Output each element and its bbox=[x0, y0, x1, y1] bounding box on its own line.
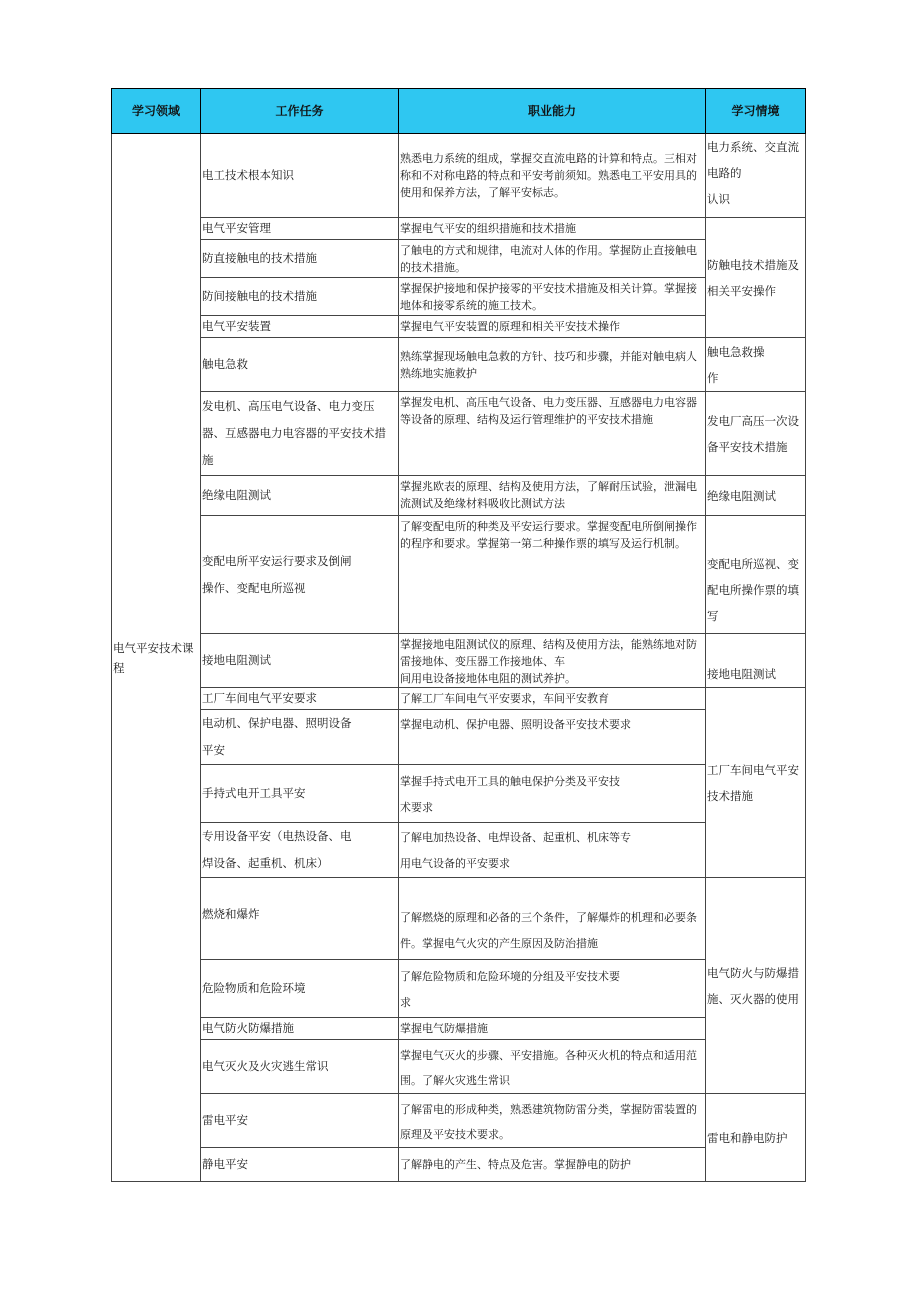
table-row bbox=[112, 338, 806, 392]
table-row bbox=[112, 1148, 806, 1182]
ability-cell: 掌握电动机、保护电器、照明设备平安技术要求 bbox=[399, 710, 706, 765]
ability-cell: 了解工厂车间电气平安要求，车间平安教育 bbox=[399, 688, 706, 710]
situation-cell: 电力系统、交直流电路的 认识 bbox=[706, 134, 806, 218]
table-row bbox=[112, 476, 806, 516]
task-cell: 触电急救 bbox=[201, 338, 399, 392]
task-cell: 防直接触电的技术措施 bbox=[201, 240, 399, 278]
task-cell: 绝缘电阻测试 bbox=[201, 476, 399, 516]
situation-cell: 触电急救操 作 bbox=[706, 338, 806, 392]
task-cell: 专用设备平安（电热设备、电 焊设备、起重机、机床） bbox=[201, 823, 399, 878]
situation-cell: 发电厂高压一次设备平安技术措施 bbox=[706, 392, 806, 476]
table-row bbox=[112, 516, 806, 634]
curriculum-table bbox=[111, 88, 806, 1182]
ability-cell: 了解变配电所的种类及平安运行要求。掌握变配电所倒闸操作的程序和要求。掌握第一第二种操作票的填写及运行机制。 bbox=[399, 516, 706, 634]
task-cell: 电气灭火及火灾逃生常识 bbox=[201, 1040, 399, 1094]
table-row bbox=[112, 240, 806, 278]
task-cell: 手持式电开工具平安 bbox=[201, 765, 399, 823]
task-cell: 静电平安 bbox=[201, 1148, 399, 1182]
ability-cell: 掌握电气灭火的步骤、平安措施。各种灭火机的特点和适用范围。了解火灾逃生常识 bbox=[399, 1040, 706, 1094]
task-cell: 危险物质和危险环境 bbox=[201, 960, 399, 1018]
task-cell: 电动机、保护电器、照明设备 平安 bbox=[201, 710, 399, 765]
table-row bbox=[112, 960, 806, 1018]
table-row bbox=[112, 765, 806, 823]
situation-cell: 变配电所巡视、变配电所操作票的填写 bbox=[706, 516, 806, 634]
task-cell: 接地电阻测试 bbox=[201, 634, 399, 688]
header-ability: 职业能力 bbox=[399, 89, 706, 134]
table-row bbox=[112, 1018, 806, 1040]
table-row bbox=[112, 688, 806, 710]
ability-cell: 熟练掌握现场触电急救的方针、技巧和步骤，并能对触电病人熟练地实施救护 bbox=[399, 338, 706, 392]
task-cell: 雷电平安 bbox=[201, 1094, 399, 1148]
ability-cell: 了解静电的产生、特点及危害。掌握静电的防护 bbox=[399, 1148, 706, 1182]
table-row bbox=[112, 878, 806, 960]
ability-cell: 掌握手持式电开工具的触电保护分类及平安技 术要求 bbox=[399, 765, 706, 823]
table-row bbox=[112, 1094, 806, 1148]
header-task: 工作任务 bbox=[201, 89, 399, 134]
task-cell: 电工技术根本知识 bbox=[201, 134, 399, 218]
ability-cell: 了解危险物质和危险环境的分组及平安技术要 求 bbox=[399, 960, 706, 1018]
header-situation: 学习情境 bbox=[706, 89, 806, 134]
ability-cell: 掌握电气平安装置的原理和相关平安技术操作 bbox=[399, 316, 706, 338]
task-cell: 发电机、高压电气设备、电力变压器、互感器电力电容器的平安技术措施 bbox=[201, 392, 399, 476]
domain-cell: 电气平安技术课程 bbox=[112, 134, 201, 1182]
task-cell: 电气平安装置 bbox=[201, 316, 399, 338]
situation-cell: 防触电技术措施及相关平安操作 bbox=[706, 218, 806, 338]
situation-cell: 电气防火与防爆措施、灭火器的使用 bbox=[706, 878, 806, 1094]
ability-cell: 掌握发电机、高压电气设备、电力变压器、互感器电力电容器等设备的原理、结构及运行管理维护的平安技术措施 bbox=[399, 392, 706, 476]
table-row bbox=[112, 392, 806, 476]
task-cell: 燃烧和爆炸 bbox=[201, 878, 399, 960]
task-cell: 变配电所平安运行要求及倒闸 操作、变配电所巡视 bbox=[201, 516, 399, 634]
table-row bbox=[112, 218, 806, 240]
table-row bbox=[112, 1040, 806, 1094]
ability-cell: 掌握保护接地和保护接零的平安技术措施及相关计算。掌握接地体和接零系统的施工技术。 bbox=[399, 278, 706, 316]
ability-cell: 掌握兆欧表的原理、结构及使用方法，了解耐压试验，泄漏电流测试及绝缘材料吸收比测试方法 bbox=[399, 476, 706, 516]
task-cell: 电气平安管理 bbox=[201, 218, 399, 240]
ability-cell: 掌握接地电阻测试仪的原理、结构及使用方法，能熟练地对防雷接地体、变压器工作接地体、车 间用电设备接地体电阻的测试养护。 bbox=[399, 634, 706, 688]
ability-cell: 掌握电气平安的组织措施和技术措施 bbox=[399, 218, 706, 240]
ability-cell: 掌握电气防爆措施 bbox=[399, 1018, 706, 1040]
ability-cell: 了解燃烧的原理和必备的三个条件，了解爆炸的机理和必要条件。掌握电气火灾的产生原因及防治措施 bbox=[399, 878, 706, 960]
task-cell: 电气防火防爆措施 bbox=[201, 1018, 399, 1040]
situation-cell: 接地电阻测试 bbox=[706, 634, 806, 688]
table-row bbox=[112, 134, 806, 218]
table-row bbox=[112, 316, 806, 338]
situation-cell: 绝缘电阻测试 bbox=[706, 476, 806, 516]
situation-cell: 雷电和静电防护 bbox=[706, 1094, 806, 1182]
table-row bbox=[112, 278, 806, 316]
table-row bbox=[112, 634, 806, 688]
table-row bbox=[112, 823, 806, 878]
ability-cell: 了解雷电的形成种类，熟悉建筑物防雷分类，掌握防雷装置的原理及平安技术要求。 bbox=[399, 1094, 706, 1148]
ability-cell: 熟悉电力系统的组成，掌握交直流电路的计算和特点。三相对称和不对称电路的特点和平安考前须知。熟悉电工平安用具的使用和保养方法，了解平安标志。 bbox=[399, 134, 706, 218]
table-row bbox=[112, 710, 806, 765]
situation-cell: 工厂车间电气平安技术措施 bbox=[706, 688, 806, 878]
ability-cell: 了解电加热设备、电焊设备、起重机、机床等专 用电气设备的平安要求 bbox=[399, 823, 706, 878]
ability-cell: 了触电的方式和规律，电流对人体的作用。掌握防止直接触电的技术措施。 bbox=[399, 240, 706, 278]
task-cell: 防间接触电的技术措施 bbox=[201, 278, 399, 316]
header-domain: 学习领域 bbox=[112, 89, 201, 134]
task-cell: 工厂车间电气平安要求 bbox=[201, 688, 399, 710]
header-row bbox=[112, 89, 806, 134]
